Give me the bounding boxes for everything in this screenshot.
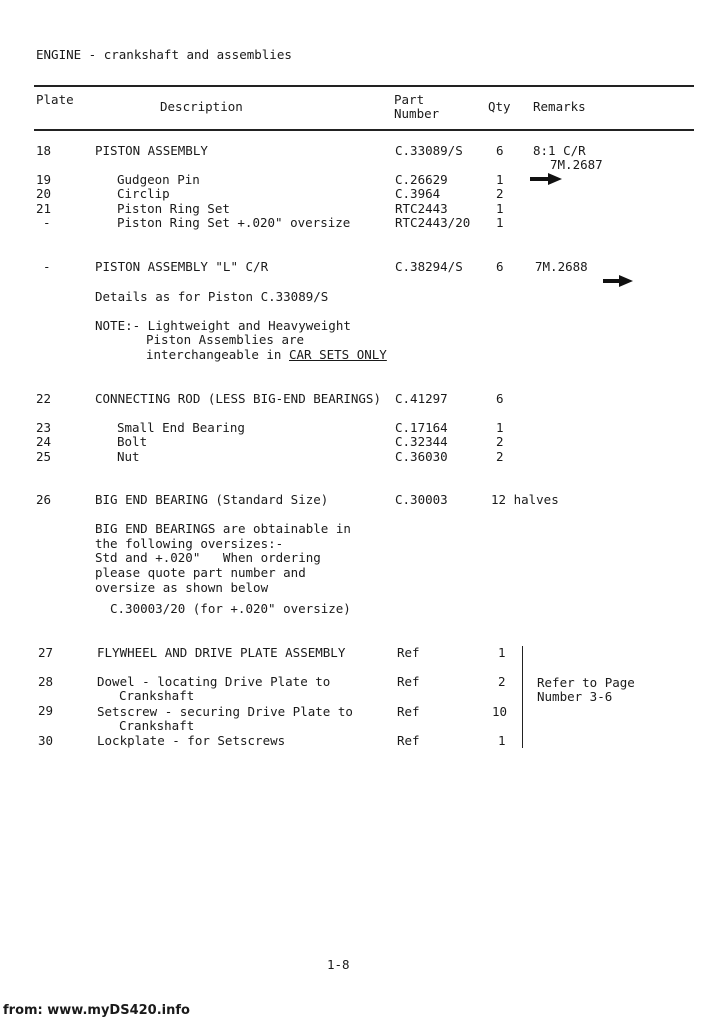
- row-28-part: Ref: [397, 674, 420, 689]
- row-29-description-line1: Setscrew - securing Drive Plate to: [97, 704, 353, 719]
- refer-line-2: Number 3-6: [537, 689, 613, 704]
- group-bracket-line: [522, 646, 523, 748]
- row-22-part: C.41297: [395, 391, 448, 406]
- row-21b-description: Piston Ring Set +.020" oversize: [117, 215, 351, 230]
- row-22-qty: 6: [496, 391, 504, 406]
- row-28-description-line1: Dowel - locating Drive Plate to: [97, 674, 331, 689]
- page-number: 1-8: [327, 957, 350, 972]
- big-end-note-line-4: please quote part number and: [95, 565, 306, 580]
- row-21-qty: 1: [496, 201, 504, 216]
- row-23-plate: 23: [36, 420, 52, 435]
- row-30-qty: 1: [498, 733, 506, 748]
- row-21b-part: RTC2443/20: [395, 215, 471, 230]
- row-29-qty: 10: [492, 704, 508, 719]
- row-27-description: FLYWHEEL AND DRIVE PLATE ASSEMBLY: [97, 645, 346, 660]
- row-18-remark-serial: 7M.2687: [550, 157, 603, 172]
- row-26-description: BIG END BEARING (Standard Size): [95, 492, 329, 507]
- row-27-plate: 27: [38, 645, 54, 660]
- col-qty-header: Qty: [488, 99, 511, 114]
- row-27-qty: 1: [498, 645, 506, 660]
- row-25-description: Nut: [117, 449, 140, 464]
- note-line-2: Piston Assemblies are: [146, 332, 305, 347]
- arrow-right-icon: [603, 275, 633, 287]
- note-car-sets-only: CAR SETS ONLY: [289, 347, 387, 362]
- row-23-part: C.17164: [395, 420, 448, 435]
- row-29-part: Ref: [397, 704, 420, 719]
- row-25-plate: 25: [36, 449, 52, 464]
- note-line-1: NOTE:- Lightweight and Heavyweight: [95, 318, 351, 333]
- page-title: ENGINE - crankshaft and assemblies: [36, 47, 292, 62]
- big-end-note-line-6: C.30003/20 (for +.020" oversize): [110, 601, 351, 616]
- row-l-description: PISTON ASSEMBLY "L" C/R: [95, 259, 269, 274]
- row-19-part: C.26629: [395, 172, 448, 187]
- row-l-part: C.38294/S: [395, 259, 463, 274]
- row-24-plate: 24: [36, 434, 52, 449]
- row-20-part: C.3964: [395, 186, 441, 201]
- big-end-note-line-5: oversize as shown below: [95, 580, 269, 595]
- row-20-description: Circlip: [117, 186, 170, 201]
- row-30-description: Lockplate - for Setscrews: [97, 733, 286, 748]
- col-part-header-line2: Number: [394, 106, 440, 121]
- row-22-description: CONNECTING ROD (LESS BIG-END BEARINGS): [95, 391, 381, 406]
- row-l-remark-arrow: [588, 259, 633, 288]
- header-top-rule: [34, 85, 694, 87]
- row-19-qty: 1: [496, 172, 504, 187]
- row-20-qty: 2: [496, 186, 504, 201]
- row-28-plate: 28: [38, 674, 54, 689]
- col-plate-header: Plate: [36, 92, 74, 107]
- big-end-note-line-1: BIG END BEARINGS are obtainable in: [95, 521, 351, 536]
- row-21b-qty: 1: [496, 215, 504, 230]
- note-line-3: [146, 348, 387, 363]
- header-bottom-rule: [34, 129, 694, 131]
- row-21b-plate: -: [43, 215, 51, 230]
- row-18-description: PISTON ASSEMBLY: [95, 143, 208, 158]
- row-l-qty: 6: [496, 259, 504, 274]
- row-27-part: Ref: [397, 645, 420, 660]
- big-end-note-line-2: the following oversizes:-: [95, 536, 284, 551]
- row-29-description-line2: Crankshaft: [119, 718, 195, 733]
- row-25-part: C.36030: [395, 449, 448, 464]
- row-18-part: C.33089/S: [395, 143, 463, 158]
- row-20-plate: 20: [36, 186, 52, 201]
- row-26-plate: 26: [36, 492, 52, 507]
- row-18-remark-ratio: 8:1 C/R: [533, 143, 586, 158]
- row-26-qty: 12 halves: [491, 492, 559, 507]
- arrow-right-icon: [530, 173, 562, 185]
- row-28-description-line2: Crankshaft: [119, 688, 195, 703]
- row-18-qty: 6: [496, 143, 504, 158]
- row-30-part: Ref: [397, 733, 420, 748]
- row-21-description: Piston Ring Set: [117, 201, 230, 216]
- source-footer: from: www.myDS420.info: [3, 1003, 190, 1018]
- col-part-header-line1: Part: [394, 92, 425, 107]
- row-23-description: Small End Bearing: [117, 420, 245, 435]
- row-24-qty: 2: [496, 434, 504, 449]
- col-remarks-header: Remarks: [533, 99, 586, 114]
- row-21-plate: 21: [36, 201, 52, 216]
- row-19-plate: 19: [36, 172, 52, 187]
- row-l-remark-serial: 7M.2688: [535, 259, 588, 274]
- row-30-plate: 30: [38, 733, 54, 748]
- row-l-plate: -: [43, 259, 51, 274]
- row-25-qty: 2: [496, 449, 504, 464]
- details-note: Details as for Piston C.33089/S: [95, 289, 329, 304]
- row-26-part: C.30003: [395, 492, 448, 507]
- row-19-description: Gudgeon Pin: [117, 172, 200, 187]
- row-18-plate: 18: [36, 143, 52, 158]
- row-22-plate: 22: [36, 391, 52, 406]
- row-23-qty: 1: [496, 420, 504, 435]
- row-21-part: RTC2443: [395, 201, 448, 216]
- col-description-header: Description: [160, 99, 243, 114]
- note-line-3-prefix: interchangeable in: [146, 347, 289, 362]
- row-24-description: Bolt: [117, 434, 148, 449]
- row-29-plate: 29: [38, 703, 54, 718]
- row-28-qty: 2: [498, 674, 506, 689]
- row-24-part: C.32344: [395, 434, 448, 449]
- big-end-note-line-3: Std and +.020" When ordering: [95, 550, 321, 565]
- refer-line-1: Refer to Page: [537, 675, 635, 690]
